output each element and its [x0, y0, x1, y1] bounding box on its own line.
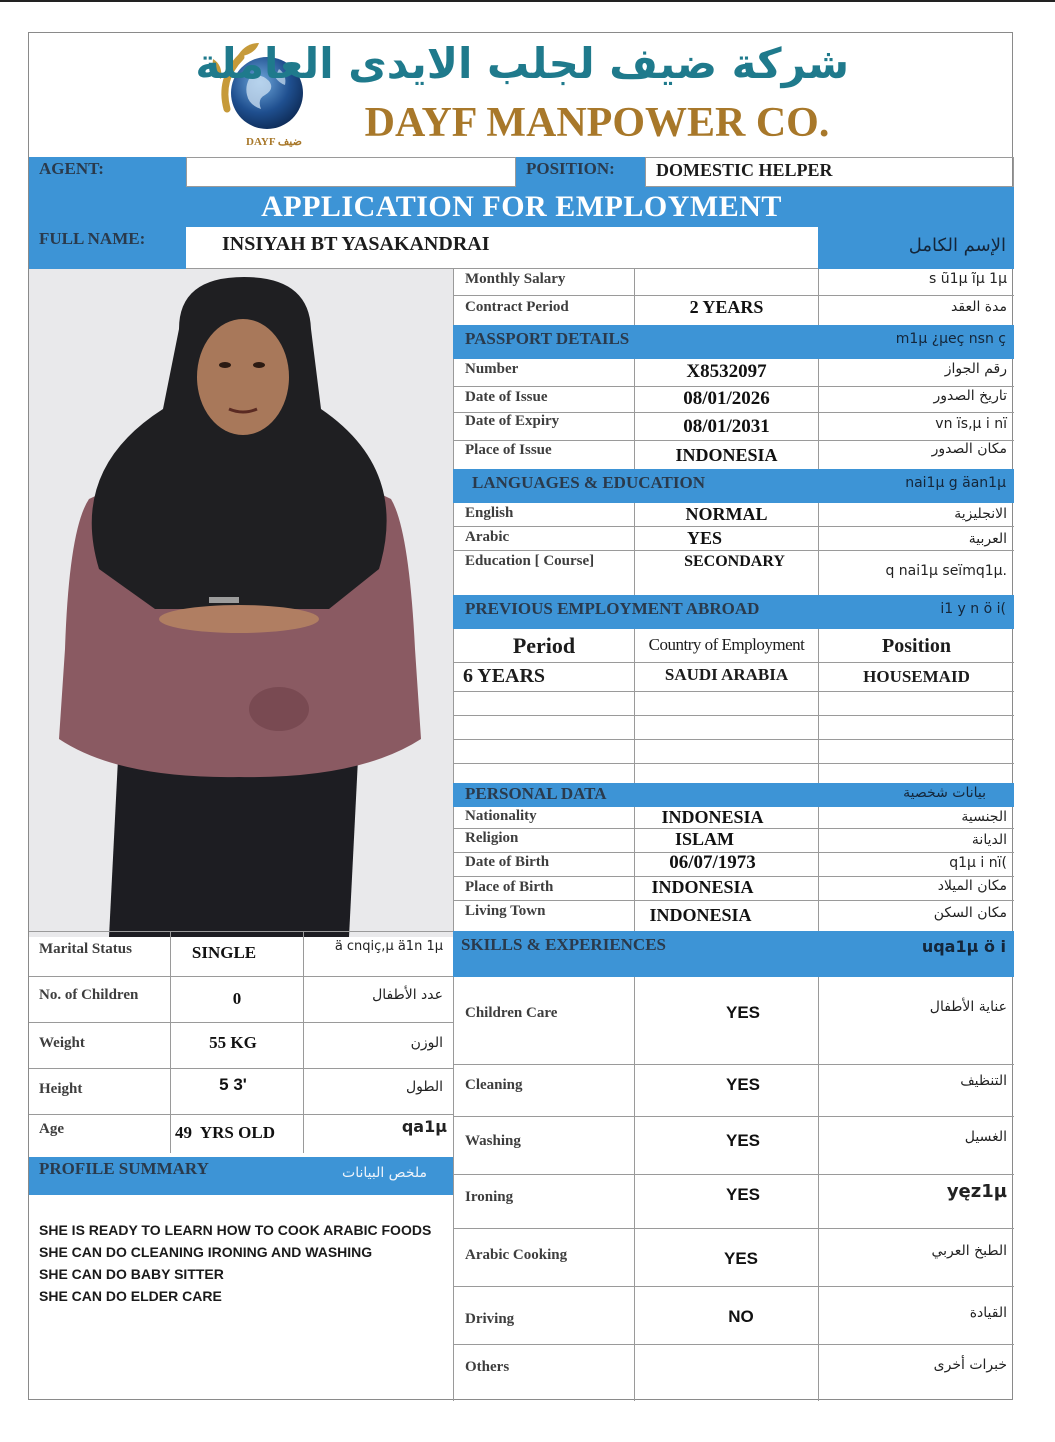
prevemp-position-1: HOUSEMAID: [863, 667, 970, 686]
languages-heading: LANGUAGES & EDUCATION: [472, 473, 705, 492]
skill-row-childcare: [453, 977, 1014, 1065]
skill-driving-label: Driving: [465, 1311, 515, 1327]
arabic-value: YES: [686, 528, 722, 548]
skill-others-ar: خبرات أخرى: [933, 1357, 1007, 1373]
skill-cleaning-value: YES: [725, 1075, 761, 1094]
passport-rows: [453, 359, 1014, 469]
english-label: English: [465, 505, 514, 521]
personal-row-town: [453, 901, 1014, 931]
languages-heading-bar: [453, 469, 1014, 503]
religion-label: Religion: [465, 830, 519, 846]
agent-label: AGENT:: [39, 159, 104, 178]
skill-washing-ar: الغسيل: [964, 1129, 1007, 1145]
height-label: Height: [39, 1081, 83, 1097]
weight-row: [29, 1023, 453, 1069]
personal-heading: PERSONAL DATA: [465, 784, 607, 803]
pob-label: Place of Birth: [465, 879, 554, 895]
position-value-cell: [645, 157, 1014, 187]
prevemp-col-period: Period: [512, 633, 576, 658]
personal-row-religion: [453, 829, 1014, 853]
skills-heading: SKILLS & EXPERIENCES: [461, 935, 667, 954]
salary-label-ar: s ũ1µ ĩµ 1µ: [929, 271, 1007, 287]
languages-heading-ar: nai1µ g äan1µ: [905, 475, 1006, 491]
passport-number-value: X8532097: [686, 361, 767, 382]
profile-summary-text: [39, 1219, 449, 1307]
prevemp-col-position: Position: [882, 635, 951, 657]
agent-label-cell: [29, 157, 186, 187]
profile-heading-bar: [29, 1157, 453, 1195]
skills-table: [453, 977, 1014, 1401]
nationality-label: Nationality: [465, 808, 537, 824]
passport-row-place: [453, 441, 1014, 469]
skill-row-ironing: [453, 1175, 1014, 1229]
weight-label: Weight: [39, 1035, 85, 1051]
weight-value: 55 KG: [209, 1033, 257, 1052]
form-title: APPLICATION FOR EMPLOYMENT: [261, 190, 782, 223]
personal-row-pob: [453, 877, 1014, 901]
passport-row-number: [453, 359, 1014, 387]
pob-ar: مكان الميلاد: [937, 878, 1007, 894]
skill-ironing-label: Ironing: [465, 1189, 514, 1205]
prevemp-table: [453, 629, 1014, 783]
lang-row-education: [453, 551, 1014, 595]
profile-line: SHE CAN DO CLEANING IRONING AND WASHING: [39, 1244, 373, 1260]
passport-place-value: INDONESIA: [675, 445, 778, 465]
skill-row-washing: [453, 1117, 1014, 1175]
dob-label: Date of Birth: [465, 854, 550, 870]
skill-row-cooking: [453, 1229, 1014, 1287]
children-label: No. of Children: [39, 987, 139, 1003]
town-ar: مكان السكن: [933, 905, 1007, 921]
passport-place-label: Place of Issue: [465, 442, 552, 458]
skill-childcare-label: Children Care: [465, 1005, 558, 1021]
title-bar: [29, 187, 1014, 227]
company-name-arabic: شركة ضيف لجلب الايدى العاملة: [195, 39, 849, 88]
profile-line: SHE CAN DO BABY SITTER: [39, 1266, 224, 1282]
arabic-label: Arabic: [465, 529, 510, 545]
skills-heading-bar: [453, 931, 1014, 977]
passport-heading-bar: [453, 325, 1014, 359]
passport-row-issue: [453, 387, 1014, 413]
skills-heading-ar: uqa1µ ö i: [921, 937, 1006, 956]
profile-heading-ar: ملخص البيانات: [342, 1165, 427, 1181]
marital-label: Marital Status: [39, 941, 132, 957]
skill-washing-value: YES: [725, 1131, 761, 1150]
skill-row-cleaning: [453, 1065, 1014, 1117]
height-value: 5 3': [219, 1075, 247, 1094]
prevemp-heading-ar: )i1 y n ö i: [940, 601, 1006, 617]
profile-line: SHE CAN DO ELDER CARE: [39, 1288, 222, 1304]
nationality-value: INDONESIA: [661, 807, 764, 827]
skill-driving-ar: القيادة: [969, 1305, 1007, 1321]
age-ar: qa1µ: [401, 1117, 447, 1136]
fullname-value: INSIYAH BT YASAKANDRAI: [222, 233, 490, 255]
skill-cleaning-label: Cleaning: [465, 1077, 523, 1093]
lang-row-english: [453, 503, 1014, 527]
passport-expiry-value: 08/01/2031: [683, 416, 770, 437]
passport-heading-ar: m1µ ¿µeç nsn ç: [895, 331, 1006, 347]
education-ar: .q nai1µ seïmq1µ: [885, 563, 1007, 579]
profile-heading: PROFILE SUMMARY: [39, 1159, 209, 1178]
language-rows: [453, 503, 1014, 595]
fullname-label-cell: [29, 227, 186, 269]
children-value: 0: [232, 989, 242, 1008]
skill-driving-value: NO: [728, 1307, 754, 1326]
arabic-ar: العربية: [968, 531, 1007, 547]
age-row: [29, 1115, 453, 1153]
passport-expiry-ar: vn ïs,µ i nï: [935, 416, 1007, 432]
contract-value: 2 YEARS: [689, 297, 764, 317]
prevemp-row-line: [453, 715, 1014, 716]
skill-cooking-value: YES: [723, 1249, 759, 1268]
dob-value: 06/07/1973: [669, 852, 756, 873]
applicant-photo: [29, 269, 453, 937]
skill-row-driving: [453, 1287, 1014, 1345]
position-label-cell: [516, 157, 645, 187]
salary-label: Monthly Salary: [465, 271, 566, 287]
prevemp-header-line: [453, 662, 1014, 663]
prevemp-period-1: 6 YEARS: [463, 665, 546, 687]
lang-row-arabic: [453, 527, 1014, 551]
religion-value: ISLAM: [674, 829, 734, 849]
age-value: 49 YRS OLD: [175, 1123, 275, 1142]
skill-washing-label: Washing: [465, 1133, 521, 1149]
skill-ironing-value: YES: [725, 1185, 761, 1204]
personal-heading-ar: بيانات شخصية: [903, 785, 986, 801]
position-label: POSITION:: [526, 159, 615, 178]
prevemp-row-line: [453, 739, 1014, 740]
position-value: DOMESTIC HELPER: [656, 160, 833, 180]
fullname-label-ar: الإسم الكامل: [908, 235, 1006, 256]
fullname-ar-cell: [818, 227, 1014, 269]
company-name-english: DAYF MANPOWER CO.: [364, 100, 830, 146]
skill-cooking-ar: الطبخ العربي: [931, 1243, 1007, 1259]
profile-line: SHE IS READY TO LEARN HOW TO COOK ARABIC FOODS: [39, 1222, 432, 1238]
skill-cleaning-ar: التنظيف: [960, 1073, 1007, 1089]
english-ar: الانجليزية: [954, 506, 1007, 522]
fullname-value-cell: [186, 227, 818, 269]
dob-ar: )q1µ i nï: [949, 855, 1007, 871]
row-line: [453, 295, 1014, 296]
religion-ar: الديانة: [971, 832, 1007, 848]
passport-place-ar: مكان الصدور: [931, 441, 1007, 457]
skill-row-others: [453, 1345, 1014, 1401]
height-ar: الطول: [405, 1079, 443, 1095]
passport-row-expiry: [453, 413, 1014, 441]
passport-expiry-label: Date of Expiry: [465, 413, 560, 429]
agent-value-field[interactable]: [186, 157, 516, 187]
left-details-table: [29, 931, 453, 1153]
skill-others-label: Others: [465, 1359, 510, 1375]
town-label: Living Town: [465, 903, 546, 919]
personal-heading-bar: [453, 783, 1014, 807]
contract-label: Contract Period: [465, 299, 569, 315]
skill-cooking-label: Arabic Cooking: [465, 1247, 568, 1263]
passport-issue-ar: تاريخ الصدور: [933, 388, 1007, 404]
passport-issue-value: 08/01/2026: [683, 388, 770, 409]
town-value: INDONESIA: [649, 905, 752, 925]
prevemp-heading: PREVIOUS EMPLOYMENT ABROAD: [465, 599, 760, 618]
passport-heading: PASSPORT DETAILS: [465, 329, 630, 348]
nationality-ar: الجنسية: [961, 809, 1007, 825]
pob-value: INDONESIA: [651, 877, 754, 897]
contract-label-ar: مدة العقد: [951, 299, 1007, 315]
skill-childcare-value: YES: [725, 1003, 761, 1022]
marital-value: SINGLE: [191, 943, 257, 962]
prevemp-col-country: Country of Employment: [648, 635, 805, 654]
prevemp-row-line: [453, 691, 1014, 692]
passport-issue-label: Date of Issue: [465, 389, 548, 405]
personal-row-dob: [453, 853, 1014, 877]
height-row: [29, 1069, 453, 1115]
marital-ar: ä cnqiç,µ ä1n 1µ: [334, 939, 443, 954]
application-sheet: [28, 32, 1013, 1400]
skill-childcare-ar: عناية الأطفال: [929, 999, 1007, 1015]
skill-ironing-ar: yęz1µ: [946, 1181, 1007, 1202]
children-ar: عدد الأطفال: [372, 987, 443, 1003]
children-row: [29, 977, 453, 1023]
personal-row-nationality: [453, 807, 1014, 829]
fullname-label: FULL NAME:: [39, 229, 146, 248]
education-label: Education [ Course]: [465, 553, 595, 569]
age-label: Age: [39, 1121, 64, 1137]
person-photo-icon: [29, 269, 453, 937]
logo-small-text: DAYF ضيف: [246, 136, 302, 148]
prevemp-country-1: SAUDI ARABIA: [664, 665, 789, 684]
english-value: NORMAL: [685, 504, 768, 524]
passport-number-label: Number: [465, 361, 519, 377]
personal-rows: [453, 807, 1014, 931]
passport-number-ar: رقم الجواز: [944, 361, 1007, 377]
prevemp-row-line: [453, 763, 1014, 764]
marital-row: [29, 931, 453, 977]
education-value: SECONDARY: [684, 553, 785, 570]
weight-ar: الوزن: [410, 1035, 443, 1051]
prevemp-heading-bar: [453, 595, 1014, 629]
top-border-line: [0, 0, 1055, 2]
